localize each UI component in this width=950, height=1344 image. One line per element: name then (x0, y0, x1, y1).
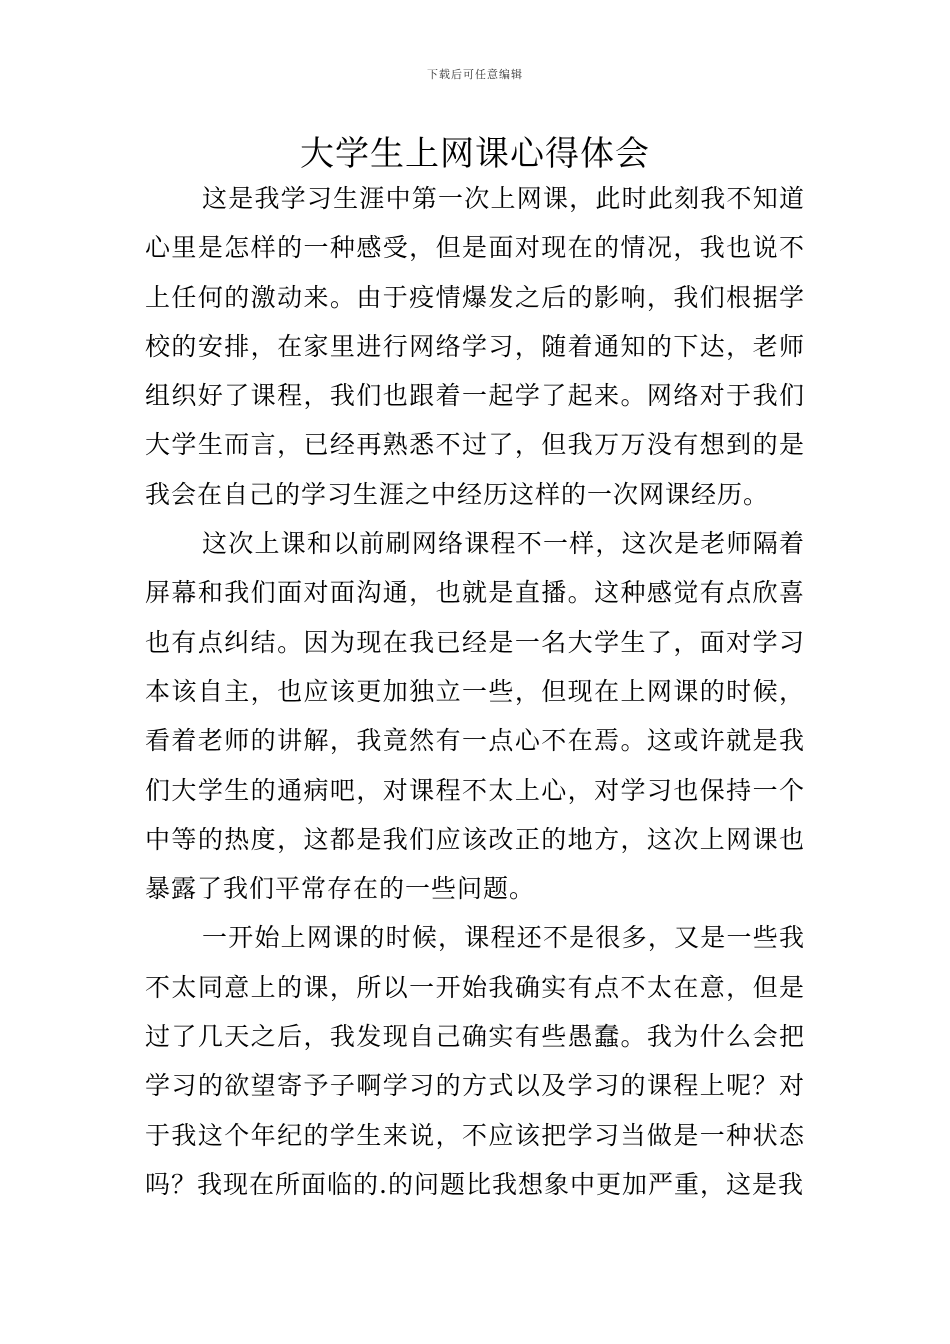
header-note: 下载后可任意编辑 (427, 68, 523, 81)
paragraph: 一开始上网课的时候，课程还不是很多，又是一些我不太同意上的课，所以一开始我确实有点不太在意，但是过了几天之后，我发现自己确实有些愚蠢。我为什么会把学习的欲望寄予子啊学习的方式以及学习的课程上呢？对于我这个年纪的学生来说，不应该把学习当做是一种状态吗？我现在所面临的.的问题比我想象中更加严重，这是我 (145, 923, 805, 1199)
paragraph: 这次上课和以前刷网络课程不一样，这次是老师隔着屏幕和我们面对面沟通，也就是直播。这种感觉有点欣喜也有点纠结。因为现在我已经是一名大学生了，面对学习本该自主，也应该更加独立一些，但现在上网课的时候，看着老师的讲解，我竟然有一点心不在焉。这或许就是我们大学生的通病吧，对课程不太上心，对学习也保持一个中等的热度，这都是我们应该改正的地方，这次上网课也暴露了我们平常存在的一些问题。 (145, 529, 805, 904)
document-body (145, 174, 805, 1209)
paragraph: 这是我学习生涯中第一次上网课，此时此刻我不知道心里是怎样的一种感受，但是面对现在的情况，我也说不上任何的激动来。由于疫情爆发之后的影响，我们根据学校的安排，在家里进行网络学习，随着通知的下达，老师组织好了课程，我们也跟着一起学了起来。网络对于我们大学生而言，已经再熟悉不过了，但我万万没有想到的是我会在自己的学习生涯之中经历这样的一次网课经历。 (145, 184, 805, 509)
document-title: 大学生上网课心得体会 (300, 134, 650, 174)
